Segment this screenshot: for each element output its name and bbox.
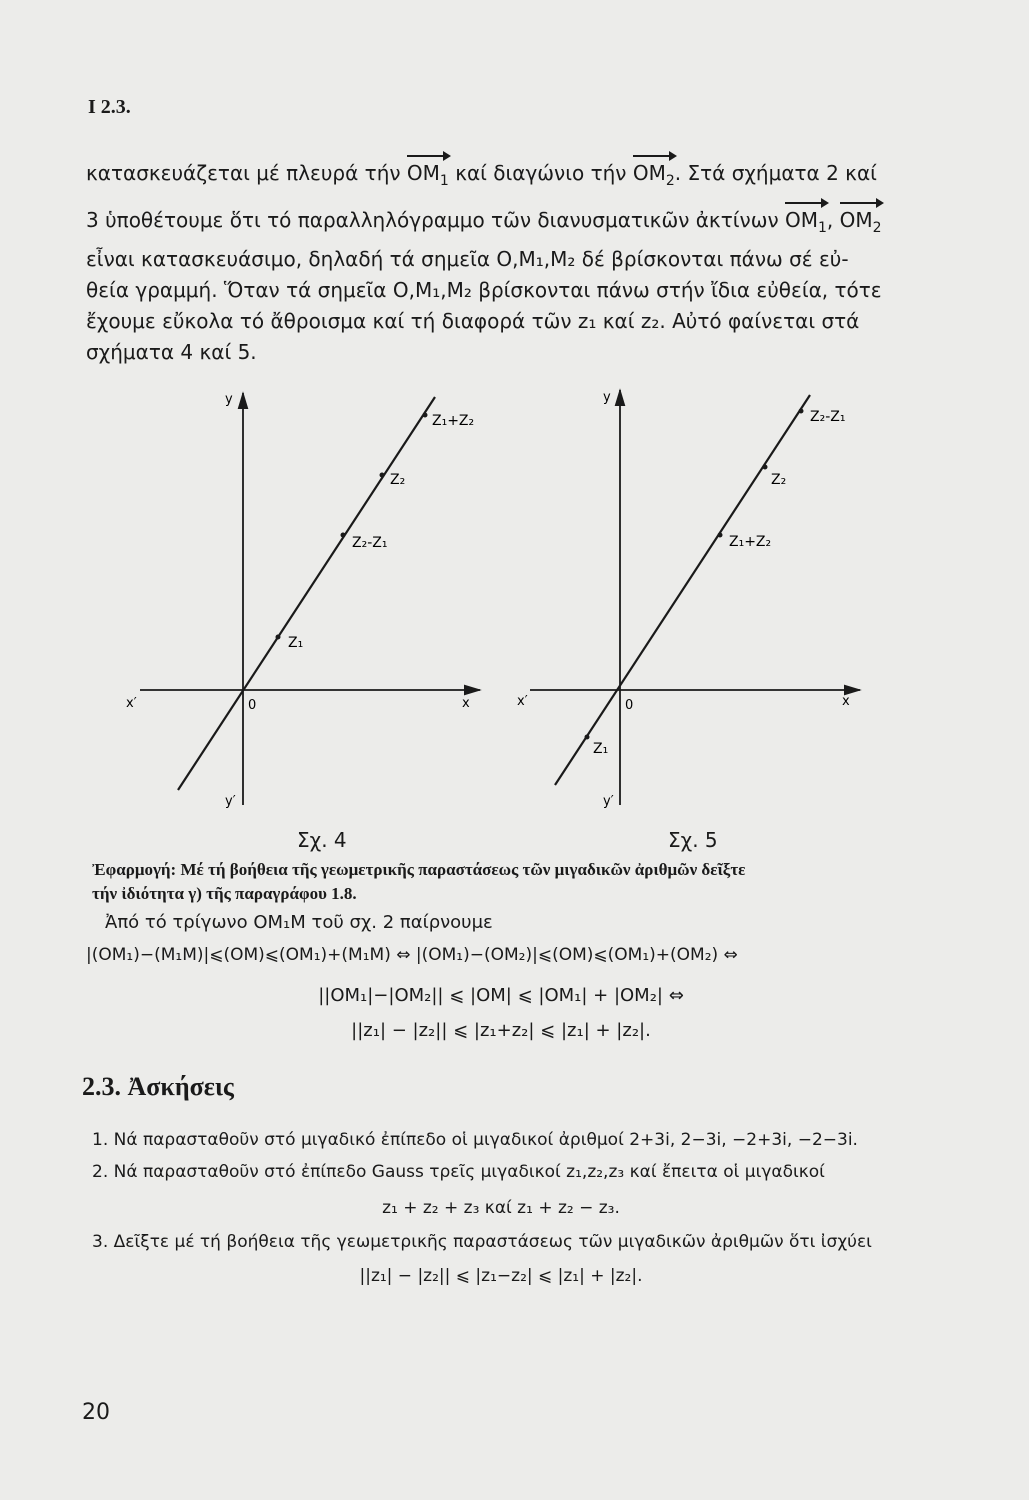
fig4-label-origin: 0 xyxy=(248,698,257,713)
fig5-label-y-prime: y′ xyxy=(603,794,614,809)
proof-equation-3: ||z₁| − |z₂|| ⩽ |z₁+z₂| ⩽ |z₁| + |z₂|. xyxy=(351,1020,651,1041)
fig5-label-origin: 0 xyxy=(625,698,634,713)
section-header: I 2.3. xyxy=(88,96,131,118)
exercise-2 xyxy=(92,1162,942,1182)
intro-line2-a: 3 ὑποθέτουμε ὅτι τό παραλληλόγραμμο τῶν διανυσματικῶν ἀκτίνων xyxy=(86,208,779,232)
fig5-label-x: x xyxy=(842,694,850,709)
exercise-3 xyxy=(92,1232,942,1252)
fig4-label-x-prime: x′ xyxy=(126,696,137,711)
fig4-label-y-prime: y′ xyxy=(225,794,236,809)
fig5-label-z1-plus-z2: Z₁+Z₂ xyxy=(729,534,772,550)
application-line2: τήν ἰδιότητα γ) τῆς παραγράφου 1.8. xyxy=(92,884,357,903)
exercise-3-text: Δεῖξτε μέ τή βοήθεια τῆς γεωμετρικῆς παραστάσεως τῶν μιγαδικῶν ἀριθμῶν ὅτι ἰσχύει xyxy=(113,1232,872,1252)
exercises-title: 2.3. Ἀσκήσεις xyxy=(82,1072,234,1101)
fig4-point-z2-minus-z1 xyxy=(341,533,346,538)
intro-line1-c: . Στά σχήματα 2 καί xyxy=(674,161,877,185)
fig5-point-z1 xyxy=(585,735,590,740)
fig4-label-x: x xyxy=(462,696,470,711)
fig5-label-y: y xyxy=(603,390,611,405)
fig4-label-z1: Z₁ xyxy=(288,635,304,651)
exercise-3-num: 3. xyxy=(92,1232,109,1252)
intro-line1-a: κατασκευάζεται μέ πλευρά τήν xyxy=(86,161,401,185)
fig5-point-z2 xyxy=(763,465,768,470)
vector-om1-b: $OM_1$ xyxy=(785,205,827,244)
intro-line1-b: καί διαγώνιο τήν xyxy=(455,161,627,185)
fig4-point-z1 xyxy=(276,635,281,640)
fig5-label-z1: Z₁ xyxy=(593,741,609,757)
application-statement xyxy=(92,858,922,906)
fig5-label-z2-minus-z1: Z₂-Z₁ xyxy=(810,409,846,425)
proof-equation-1: |(OM₁)−(M₁M)|⩽(OM)⩽(OM₁)+(M₁M) ⇔ |(OM₁)−(OM₂)|⩽(OM)⩽(OM₁)+(OM₂) ⇔ xyxy=(86,945,738,965)
fig5-label-x-prime: x′ xyxy=(517,694,528,709)
figure-4-caption: Σχ. 4 xyxy=(297,828,347,852)
exercise-1 xyxy=(92,1130,942,1150)
intro-line6: σχήματα 4 καί 5. xyxy=(86,340,257,364)
application-line1: Ἐφαρμογή: Μέ τή βοήθεια τῆς γεωμετρικῆς παραστάσεως τῶν μιγαδικῶν ἀριθμῶν δεῖξτε xyxy=(92,860,746,879)
fig4-label-z1-plus-z2: Z₁+Z₂ xyxy=(432,413,475,429)
exercise-2-formula: z₁ + z₂ + z₃ καί z₁ + z₂ − z₃. xyxy=(382,1198,620,1218)
exercise-1-num: 1. xyxy=(92,1130,109,1150)
fig4-point-z1-plus-z2 xyxy=(423,413,428,418)
vector-om1: $OM_1$ xyxy=(407,158,449,197)
fig4-label-y: y xyxy=(225,392,233,407)
intro-line5: ἔχουμε εὔκολα τό ἄθροισμα καί τή διαφορά τῶν z₁ καί z₂. Αὐτό φαίνεται στά xyxy=(86,309,860,333)
fig5-line xyxy=(555,395,810,785)
exercise-3-formula: ||z₁| − |z₂|| ⩽ |z₁−z₂| ⩽ |z₁| + |z₂|. xyxy=(359,1266,643,1286)
proof-intro: Ἀπό τό τρίγωνο OM₁M τοῦ σχ. 2 παίρνουμε xyxy=(105,912,493,933)
fig4-label-z2-minus-z1: Z₂-Z₁ xyxy=(352,535,388,551)
fig4-point-z2 xyxy=(380,473,385,478)
figure-5 xyxy=(505,385,895,810)
vector-om2-b: $OM_2$ xyxy=(840,205,882,244)
fig4-label-z2: Z₂ xyxy=(390,472,406,488)
exercise-2-num: 2. xyxy=(92,1162,109,1182)
figure-5-caption: Σχ. 5 xyxy=(668,828,718,852)
figure-4 xyxy=(110,385,500,810)
vector-om2: $OM_2$ xyxy=(633,158,675,197)
exercise-1-text: Νά παρασταθοῦν στό μιγαδικό ἐπίπεδο οἱ μιγαδικοί ἀριθμοί 2+3i, 2−3i, −2+3i, −2−3i. xyxy=(113,1130,858,1150)
page-number: 20 xyxy=(82,1400,110,1425)
exercise-2-text: Νά παρασταθοῦν στό ἐπίπεδο Gauss τρεῖς μιγαδικοί z₁,z₂,z₃ καί ἔπειτα οἱ μιγαδικοί xyxy=(113,1162,825,1182)
proof-equation-2: ||OM₁|−|OM₂|| ⩽ |OM| ⩽ |OM₁| + |OM₂| ⇔ xyxy=(318,985,684,1006)
intro-line4: θεία γραμμή. Ὅταν τά σημεῖα O,M₁,M₂ βρίσκονται πάνω στήν ἴδια εὐθεία, τότε xyxy=(86,278,882,302)
intro-paragraph: κατασκευάζεται μέ πλευρά τήν $OM_1$ καί διαγώνιο τήν $OM_2$. Στά σχήματα 2 καί 3 ὑποθέτουμε ὅτι τό παραλληλόγραμμο τῶν διανυσματικῶν ἀκτίνων $OM_1$, $OM_2$ εἶναι κατασκευάσιμο, δηλαδή τά σημεῖα O,M₁,M₂ δέ βρίσκονται πάνω σέ εὐ- θεία γραμμή. Ὅταν τά σημεῖα O,M₁,M₂ βρίσκονται πάνω στήν ἴδια εὐθεία, τότε ἔχουμε εὔκολα τό ἄθροισμα καί τή διαφορά τῶν z₁ καί z₂. Αὐτό φαίνεται στά σχήματα 4 καί 5. xyxy=(86,158,916,368)
fig4-line xyxy=(178,397,435,790)
intro-line3: εἶναι κατασκευάσιμο, δηλαδή τά σημεῖα O,M₁,M₂ δέ βρίσκονται πάνω σέ εὐ- xyxy=(86,247,849,271)
fig5-point-z2-minus-z1 xyxy=(799,409,804,414)
fig5-label-z2: Z₂ xyxy=(771,472,787,488)
fig5-point-z1-plus-z2 xyxy=(718,533,723,538)
